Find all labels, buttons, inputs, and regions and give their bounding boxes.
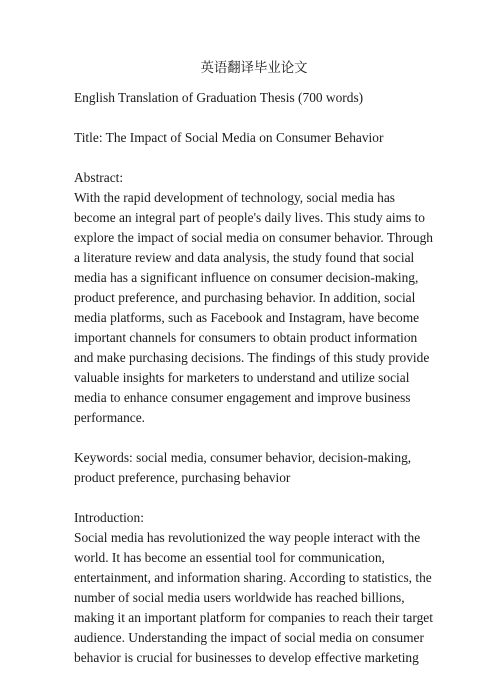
abstract-line: media to enhance consumer engagement and improve business xyxy=(74,390,411,405)
abstract-line: and make purchasing decisions. The findings of this study provide xyxy=(74,350,430,365)
document-subtitle: English Translation of Graduation Thesis (700 words) xyxy=(74,90,364,105)
document-header: 英语翻译毕业论文 xyxy=(200,60,308,75)
abstract-section xyxy=(74,168,434,428)
keywords-line: Keywords: social media, consumer behavior, decision-making, xyxy=(74,450,412,465)
abstract-line: With the rapid development of technology, social media has xyxy=(74,190,395,205)
abstract-line: performance. xyxy=(74,410,146,425)
introduction-section xyxy=(74,508,434,668)
introduction-line: entertainment, and information sharing. According to statistics, the xyxy=(74,570,432,585)
introduction-line: audience. Understanding the impact of social media on consumer xyxy=(74,630,424,645)
document-title: Title: The Impact of Social Media on Consumer Behavior xyxy=(74,130,384,145)
abstract-line: a literature review and data analysis, the study found that social xyxy=(74,250,415,265)
keywords-line: product preference, purchasing behavior xyxy=(74,470,291,485)
abstract-line: become an integral part of people's daily lives. This study aims to xyxy=(74,210,425,225)
keywords-section xyxy=(74,448,434,488)
introduction-line: number of social media users worldwide has reached billions, xyxy=(74,590,405,605)
abstract-line: explore the impact of social media on consumer behavior. Through xyxy=(74,230,433,245)
introduction-line: world. It has become an essential tool for communication, xyxy=(74,550,385,565)
introduction-line: behavior is crucial for businesses to develop effective marketing xyxy=(74,650,419,665)
document-page xyxy=(74,58,434,688)
abstract-line: valuable insights for marketers to understand and utilize social xyxy=(74,370,410,385)
abstract-line: important channels for consumers to obtain product information xyxy=(74,330,418,345)
abstract-line: media platforms, such as Facebook and Instagram, have become xyxy=(74,310,420,325)
abstract-line: product preference, and purchasing behavior. In addition, social xyxy=(74,290,416,305)
introduction-label: Introduction: xyxy=(74,510,144,525)
abstract-label: Abstract: xyxy=(74,170,124,185)
abstract-line: media has a significant influence on consumer decision-making, xyxy=(74,270,419,285)
introduction-line: Social media has revolutionized the way people interact with the xyxy=(74,530,421,545)
introduction-line: making it an important platform for companies to reach their target xyxy=(74,610,433,625)
